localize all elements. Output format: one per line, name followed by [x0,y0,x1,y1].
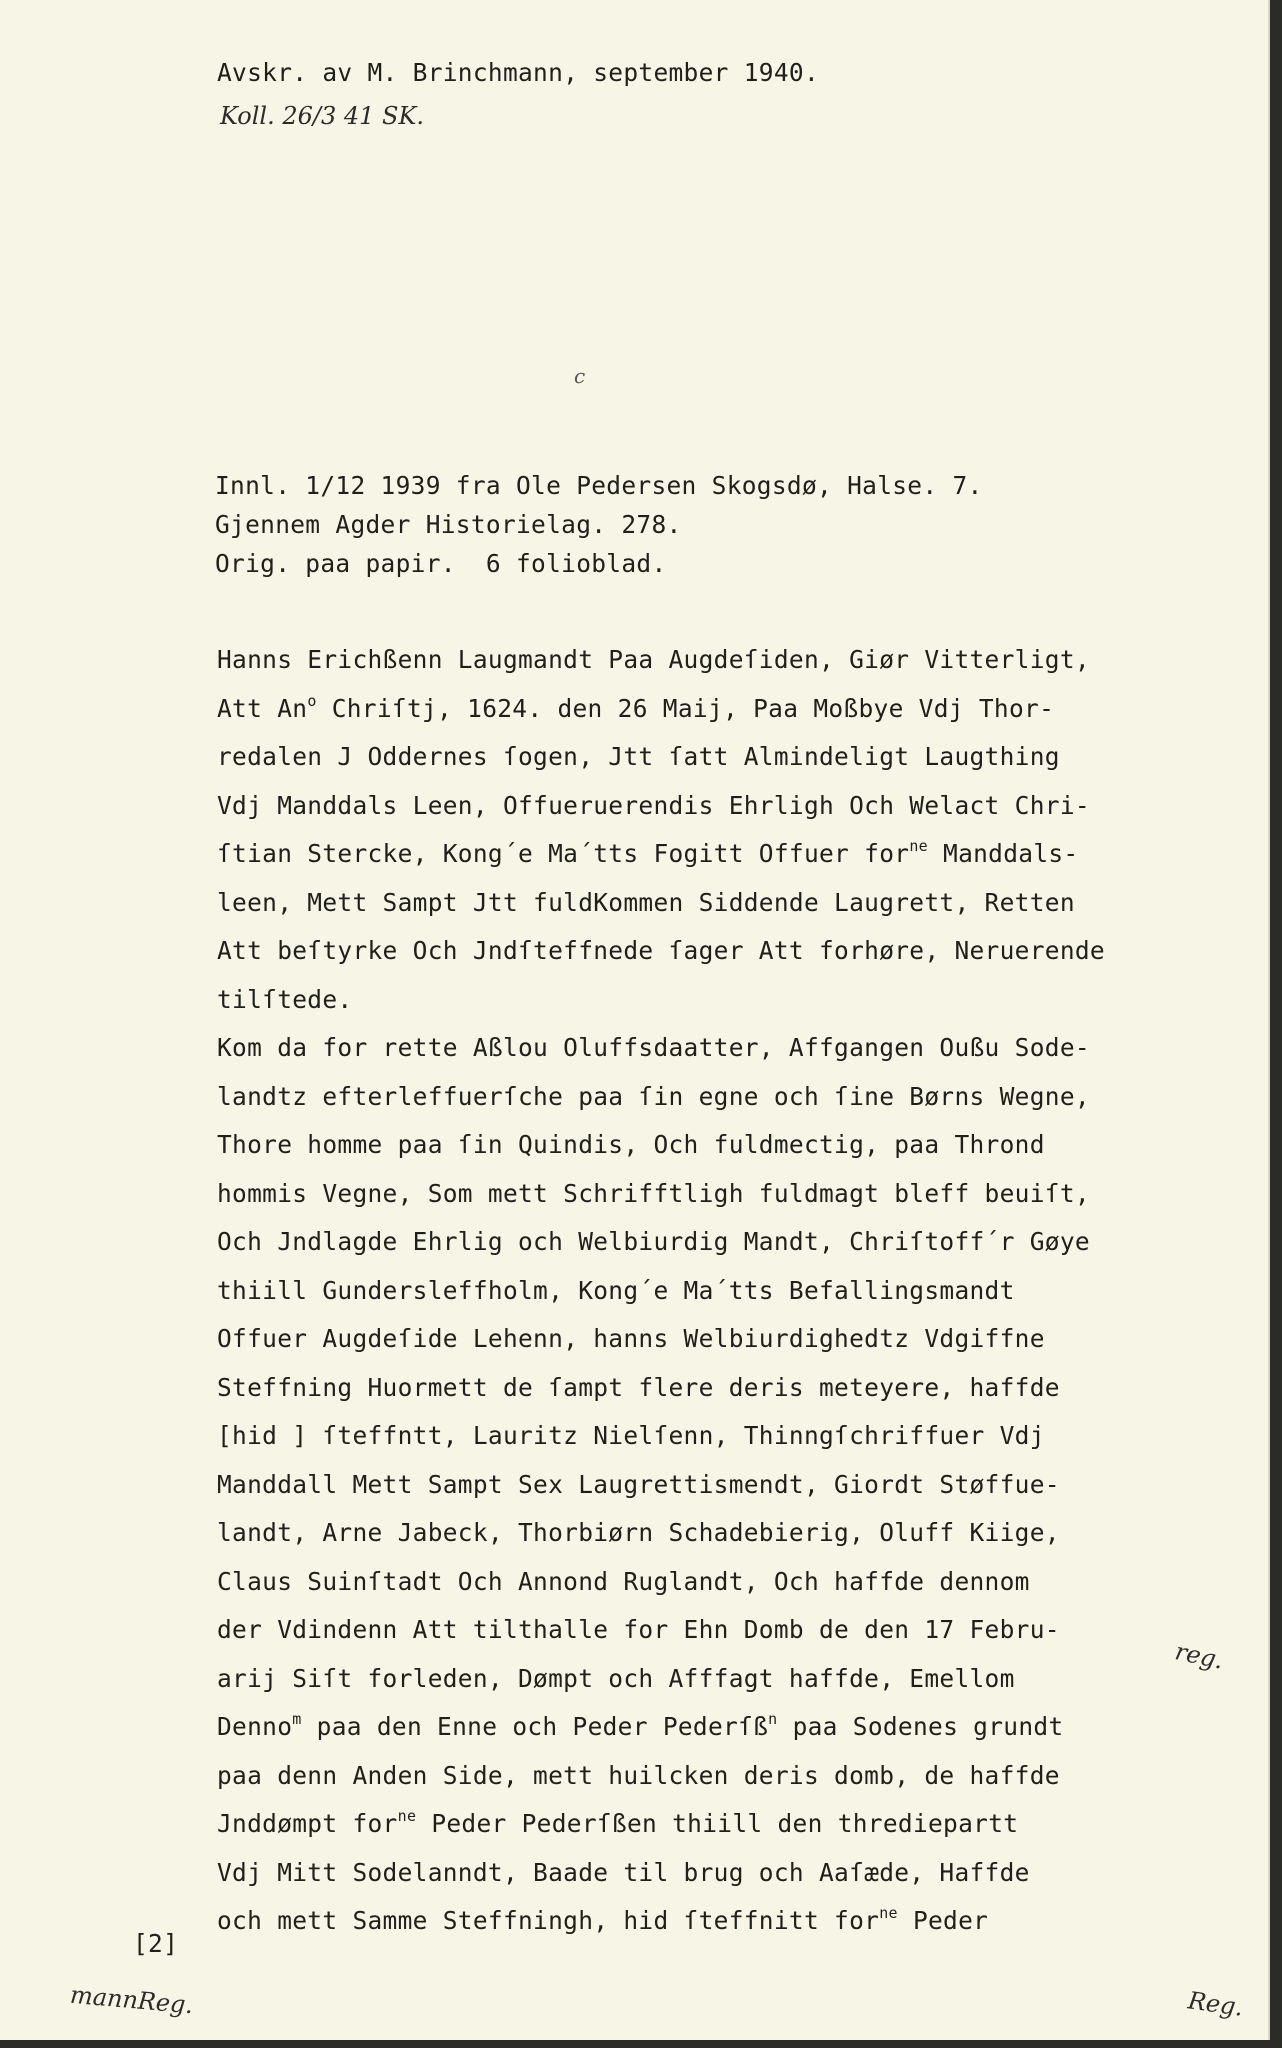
line-segment: paa Sodenes grundt [777,1712,1064,1741]
body-line: arij Siſt forleden, Dømpt och Afffagt haffde, Emellom [217,1664,1015,1693]
margin-note-bottom-right: Reg. [1186,1986,1245,2022]
source-line-2: Gjennem Agder Historielag. 278. [215,510,682,539]
line-segment: ſtian Stercke, Kong´e Ma´tts Fogitt Offuer for [217,839,910,868]
body-line: Offuer Augdeſide Lehenn, hanns Welbiurdighedtz Vdgiffne [217,1324,1045,1353]
line-segment: Chriſtj, 1624. den 26 Maij, Paa Moßbye Vdj Thor- [316,694,1055,723]
body-line [217,1903,989,1936]
body-line: Thore homme paa ſin Quindis, Och fuldmectig, paa Thrond [217,1130,1045,1159]
handwritten-collation-note: Koll. 26/3 41 SK. [220,102,425,130]
line-segment: paa den Enne och Peder Pederſß [301,1712,769,1741]
source-line-3: Orig. paa papir. 6 folioblad. [215,549,667,578]
body-line: Vdj Mitt Sodelanndt, Baade til brug och Aaſæde, Haffde [217,1858,1030,1887]
superscript: ne [879,1903,898,1922]
line-segment: Manddals- [927,839,1079,868]
body-line: hommis Vegne, Som mett Schrifftligh fuldmagt bleff beuiſt, [217,1179,1090,1208]
margin-note-reg: reg. [1172,1637,1227,1675]
body-line: Vdj Manddals Leen, Offueruerendis Ehrligh Och Welact Chri- [217,791,1090,820]
superscript: o [307,691,317,710]
body-line: tilſtede. [217,985,353,1014]
body-line [217,1709,1064,1742]
superscript: m [292,1709,302,1728]
line-segment: och mett Samme Steffningh, hid ſteffnitt for [217,1906,880,1935]
transcription-credit: Avskr. av M. Brinchmann, september 1940. [217,58,820,87]
line-segment: Peder Pederſßen thiill den thrediepartt [416,1809,1019,1838]
body-line: Hanns Erichßenn Laugmandt Paa Augdeſiden, Giør Vitterligt, [217,645,1090,674]
body-line: Manddall Mett Sampt Sex Laugrettismendt, Giordt Støffue- [217,1470,1060,1499]
body-line: Och Jndlagde Ehrlig och Welbiurdig Mandt, Chriſtoff´r Gøye [217,1227,1090,1256]
body-line: [hid ] ſteffntt, Lauritz Nielſenn, Thinngſchriffuer Vdj [217,1421,1045,1450]
page-number: [2] [133,1929,179,1958]
body-line [217,691,1055,724]
body-line: Steffning Huormett de ſampt flere deris meteyere, haffde [217,1373,1060,1402]
source-line-1: Innl. 1/12 1939 fra Ole Pedersen Skogsdø, Halse. 7. [215,471,983,500]
body-line [217,836,1079,869]
body-line: thiill Gundersleffholm, Kong´e Ma´tts Befallingsmandt [217,1276,1015,1305]
line-segment: Peder [897,1906,989,1935]
body-line: landt, Arne Jabeck, Thorbiørn Schadebierig, Oluff Kiige, [217,1518,1060,1547]
line-segment: Att An [217,694,308,723]
body-line: Claus Suinſtadt Och Annond Ruglandt, Och haffde dennom [217,1567,1030,1596]
body-line: der Vdindenn Att tilthalle for Ehn Domb de den 17 Febru- [217,1615,1060,1644]
superscript: ne [397,1806,417,1825]
body-line: landtz efterleffuerſche paa ſin egne och ſine Børns Wegne, [217,1082,1090,1111]
body-line: Att beſtyrke Och Jndſteffnede ſager Att forhøre, Neruerende [217,936,1105,965]
body-line: leen, Mett Sampt Jtt fuldKommen Siddende Laugrett, Retten [217,888,1075,917]
line-segment: Denno [217,1712,293,1741]
stray-mark: c [574,364,586,388]
body-line [217,1806,1019,1839]
body-line: Kom da for rette Aßlou Oluffsdaatter, Affgangen Oußu Sode- [217,1033,1090,1062]
line-segment: Jnddømpt for [217,1809,398,1838]
body-line: paa denn Anden Side, mett huilcken deris domb, de haffde [217,1761,1060,1790]
body-line: redalen J Oddernes ſogen, Jtt ſatt Almindeligt Laugthing [217,742,1060,771]
superscript: n [768,1709,778,1728]
superscript: ne [909,836,928,855]
margin-note-bottom-left: mannReg. [69,1980,195,2020]
